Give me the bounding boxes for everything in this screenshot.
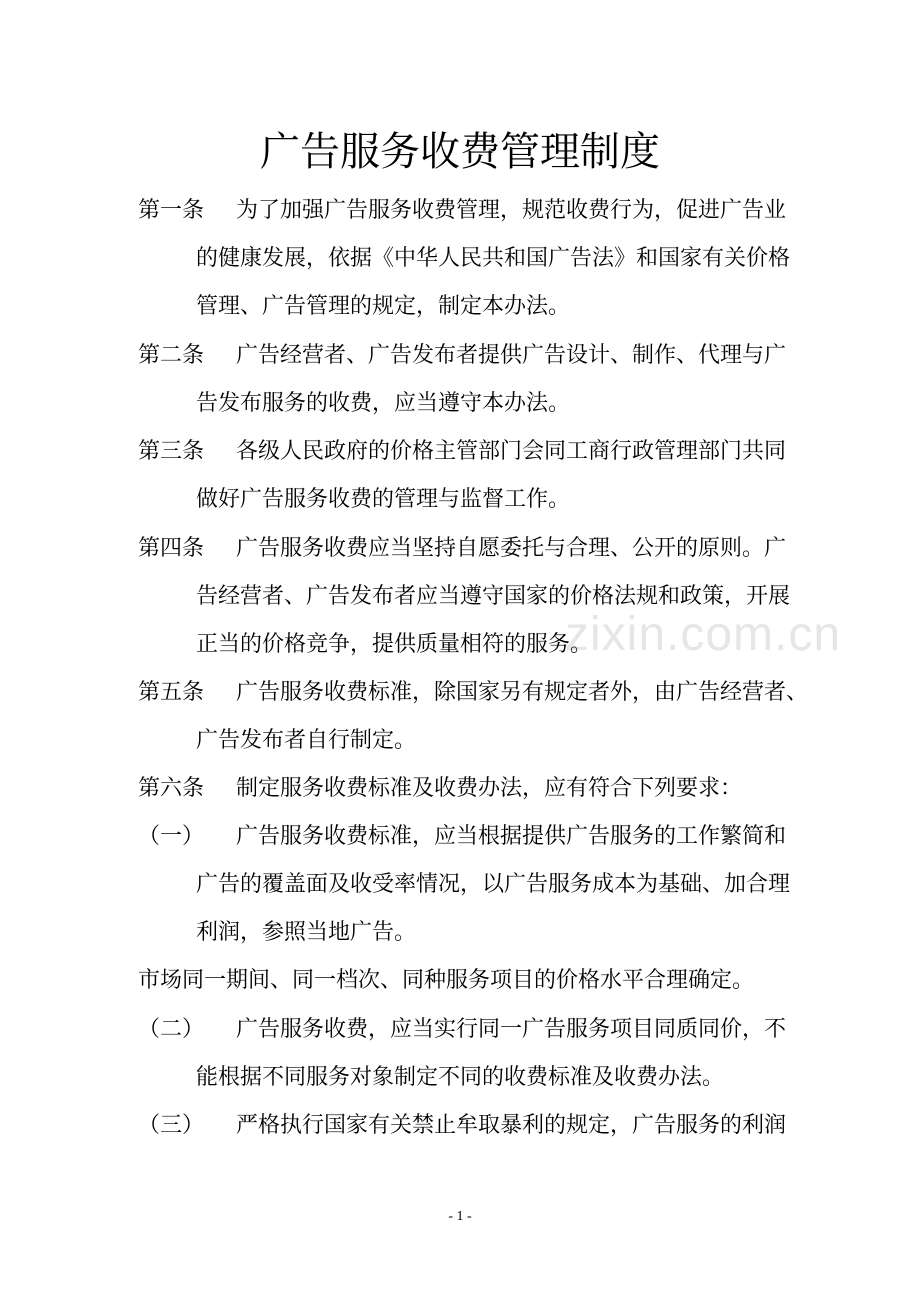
article-line: 告发布服务的收费，应当遵守本办法。 [196,391,571,416]
article-label: 第六条 [138,776,205,801]
article-line: 广告服务收费应当坚持自愿委托与合理、公开的原则。广 [236,536,787,561]
clause-line: 广告服务收费标准，应当根据提供广告服务的工作繁简和 [236,824,787,849]
clause-line: 能根据不同服务对象制定不同的收费标准及收费办法。 [196,1065,725,1090]
clause-line: 广告服务收费，应当实行同一广告服务项目同质同价，不 [236,1017,787,1042]
article-line: 为了加强广告服务收费管理，规范收费行为，促进广告业 [236,198,787,223]
article-label: 第三条 [138,439,205,464]
article-line: 的健康发展，依据《中华人民共和国广告法》和国家有关价格 [196,246,791,271]
clause-line: 严格执行国家有关禁止牟取暴利的规定，广告服务的利润 [236,1113,787,1138]
article-line: 做好广告服务收费的管理与监督工作。 [196,487,571,512]
article-label: 第一条 [138,198,205,223]
article-line: 各级人民政府的价格主管部门会同工商行政管理部门共同 [236,439,787,464]
page-number: - 1 - [448,1209,472,1224]
document-title: 广告服务收费管理制度 [260,129,660,175]
clause-line: 广告的覆盖面及收受率情况，以广告服务成本为基础、加合理 [196,872,791,897]
article-line: 广告发布者自行制定。 [196,728,417,753]
article-label: 第二条 [138,343,205,368]
clause-line: 利润，参照当地广告。 [196,920,417,945]
article-line: 广告经营者、广告发布者提供广告设计、制作、代理与广 [236,343,787,368]
article-label: 第五条 [138,680,205,705]
article-line: 管理、广告管理的规定，制定本办法。 [196,294,571,319]
clause-label: （一） [138,824,205,849]
clause-label: （二） [138,1017,205,1042]
article-label: 第四条 [138,536,205,561]
article-line: 告经营者、广告发布者应当遵守国家的价格法规和政策，开展 [196,584,791,609]
clause-label: （三） [138,1113,205,1138]
article-line: 制定服务收费标准及收费办法，应有符合下列要求： [236,776,743,801]
watermark: zixin.com.cn [565,608,842,661]
article-line: 广告服务收费标准，除国家另有规定者外，由广告经营者、 [236,680,809,705]
article-line: 正当的价格竞争，提供质量相符的服务。 [196,632,593,657]
paragraph-line: 市场同一期间、同一档次、同种服务项目的价格水平合理确定。 [138,968,755,993]
